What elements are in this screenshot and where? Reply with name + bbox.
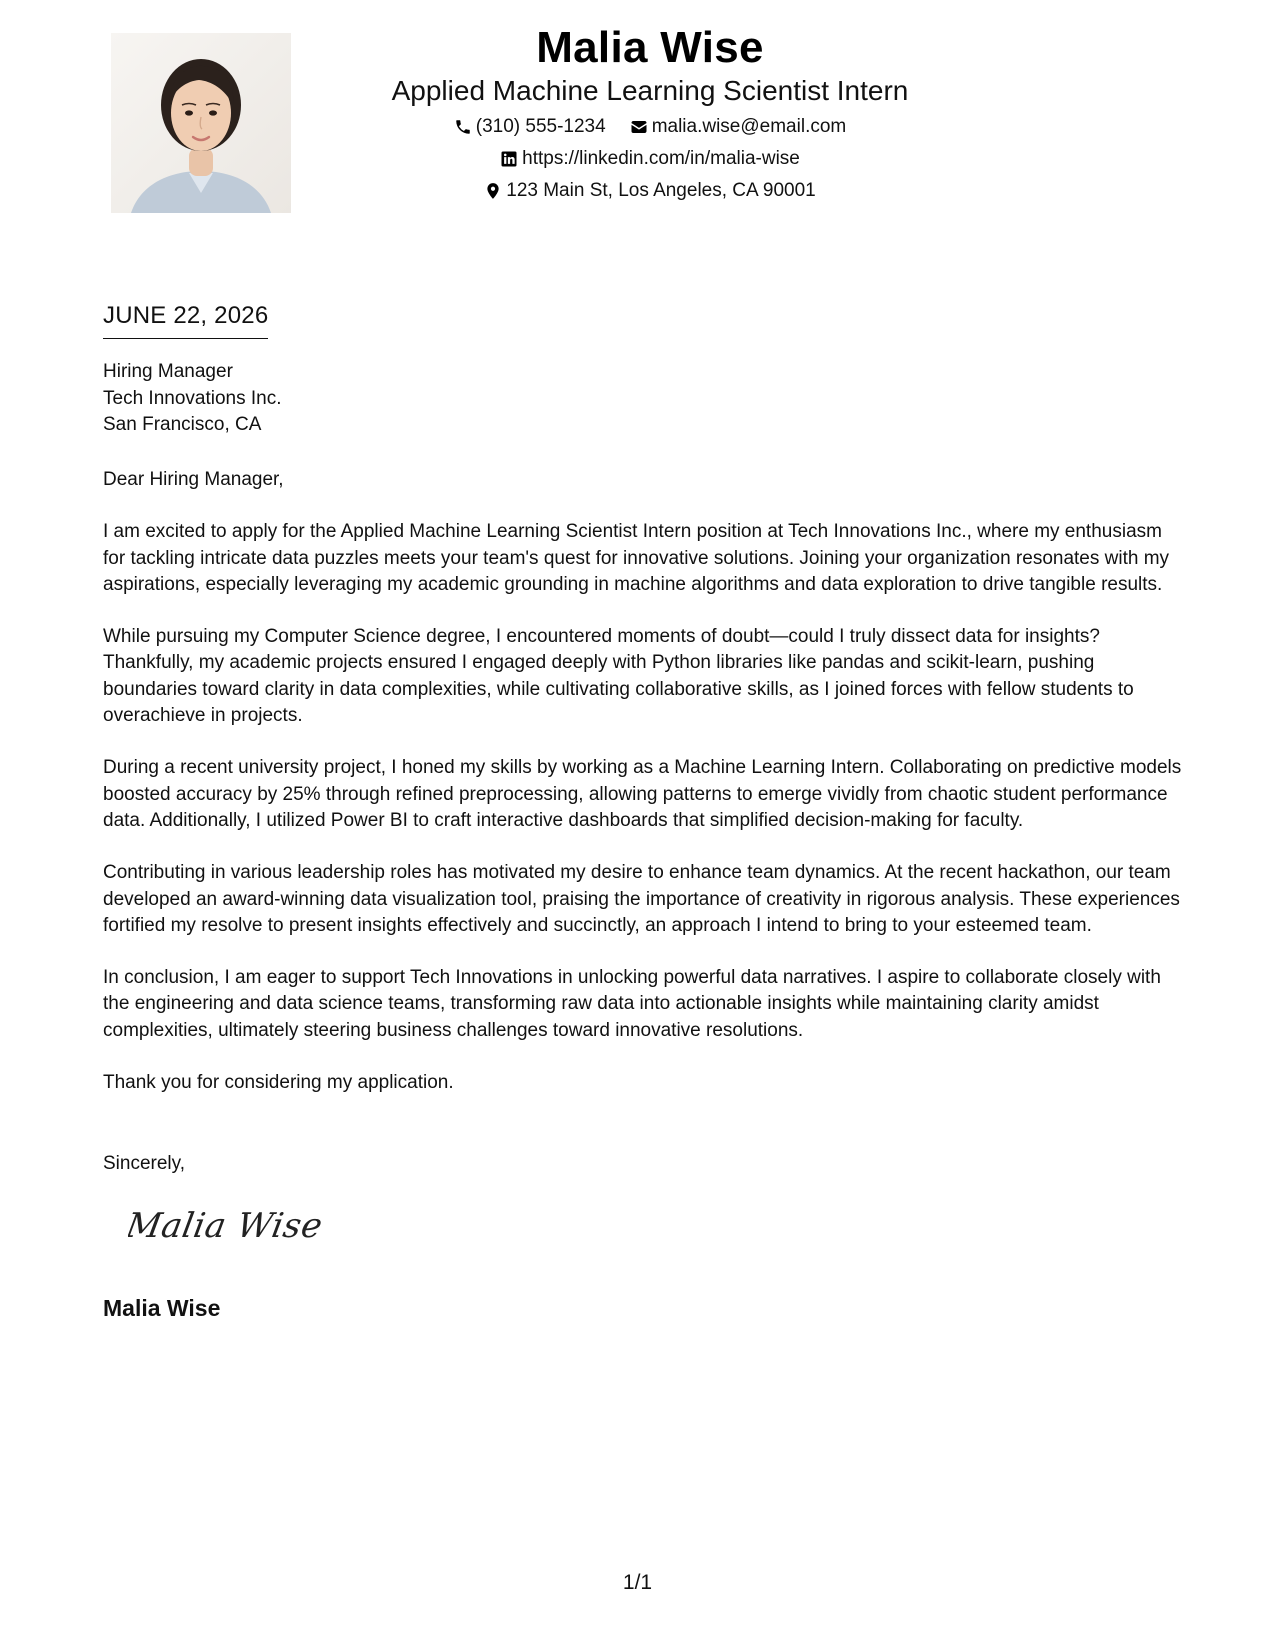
- linkedin-text: https://linkedin.com/in/malia-wise: [522, 148, 800, 169]
- envelope-icon: [630, 118, 648, 136]
- header: [300, 22, 1000, 202]
- phone-icon: [454, 118, 472, 136]
- svg-text:Malia Wise: Malia Wise: [128, 1206, 326, 1246]
- contact-line-address: [300, 180, 1000, 202]
- handwritten-signature: [128, 1195, 338, 1255]
- paragraph-1: I am excited to apply for the Applied Machine Learning Scientist Intern position at Tech Innovations Inc., where my enthusiasm for tackling intricate data puzzles meets your team's quest for innovative solutions. Joining your organization resonates with my aspirations, especially leveraging my academic grounding in machine algorithms and data exploration to drive tangible results.: [103, 521, 1170, 595]
- paragraph-5: In conclusion, I am eager to support Tech Innovations in unlocking powerful data narratives. I aspire to collaborate closely with the engineering and data science teams, transforming raw data into actionable insights while maintaining clarity amidst complexities, ultimately steering business challenges toward innovative resolutions.: [103, 967, 1161, 1041]
- phone-contact[interactable]: [454, 116, 606, 138]
- paragraph-2: While pursuing my Computer Science degree, I encountered moments of doubt—could I truly dissect data for insights? Thankfully, my academic projects ensured I engaged deeply with Python libraries like pandas and scikit-learn, pushing boundaries toward clarity in data complexities, while cultivating collaborative skills, as I joined forces with fellow students to overachieve in projects.: [103, 626, 1134, 727]
- page-number: 1/1: [622, 1571, 653, 1594]
- contact-line-phone-email: [300, 116, 1000, 138]
- applicant-name: Malia Wise: [536, 23, 764, 72]
- job-title: Applied Machine Learning Scientist Intern: [391, 75, 909, 106]
- salutation: Dear Hiring Manager,: [103, 469, 284, 490]
- recipient-location: San Francisco, CA: [103, 414, 262, 435]
- paragraph-3: During a recent university project, I honed my skills by working as a Machine Learning Intern. Collaborating on predictive models boosted accuracy by 25% through refined preprocessing, allowing patterns to emerge vividly from chaotic student performance data. Additionally, I utilized Power BI to craft interactive dashboards that simplified decision-making for faculty.: [103, 757, 1182, 831]
- email-text: malia.wise@email.com: [651, 116, 847, 137]
- recipient-company: Tech Innovations Inc.: [103, 387, 282, 409]
- recipient-title: Hiring Manager: [103, 361, 233, 382]
- paragraph-4: Contributing in various leadership roles has motivated my desire to enhance team dynamics. At the recent hackathon, our team developed an award-winning data visualization tool, praising the importance of creativity in rigorous analysis. These experiences fortified my resolve to present insights effectively and succinctly, an approach I intend to bring to your esteemed team.: [103, 862, 1180, 936]
- linkedin-icon: [500, 150, 518, 168]
- contact-line-linkedin: [300, 148, 1000, 170]
- closing: Sincerely,: [103, 1153, 186, 1174]
- letter-date: JUNE 22, 2026: [103, 300, 268, 339]
- recipient-block: [103, 359, 282, 439]
- letter-body: [103, 467, 1183, 1122]
- map-pin-icon: [484, 182, 502, 200]
- address-contact: [484, 180, 816, 202]
- email-contact[interactable]: [630, 116, 847, 138]
- thank-you-line: Thank you for considering my application.: [103, 1072, 454, 1094]
- linkedin-contact[interactable]: [500, 148, 800, 170]
- phone-text: (310) 555-1234: [475, 116, 606, 137]
- signed-name: Malia Wise: [103, 1295, 221, 1321]
- profile-photo: [111, 33, 291, 213]
- address-text: 123 Main St, Los Angeles, CA 90001: [506, 180, 816, 201]
